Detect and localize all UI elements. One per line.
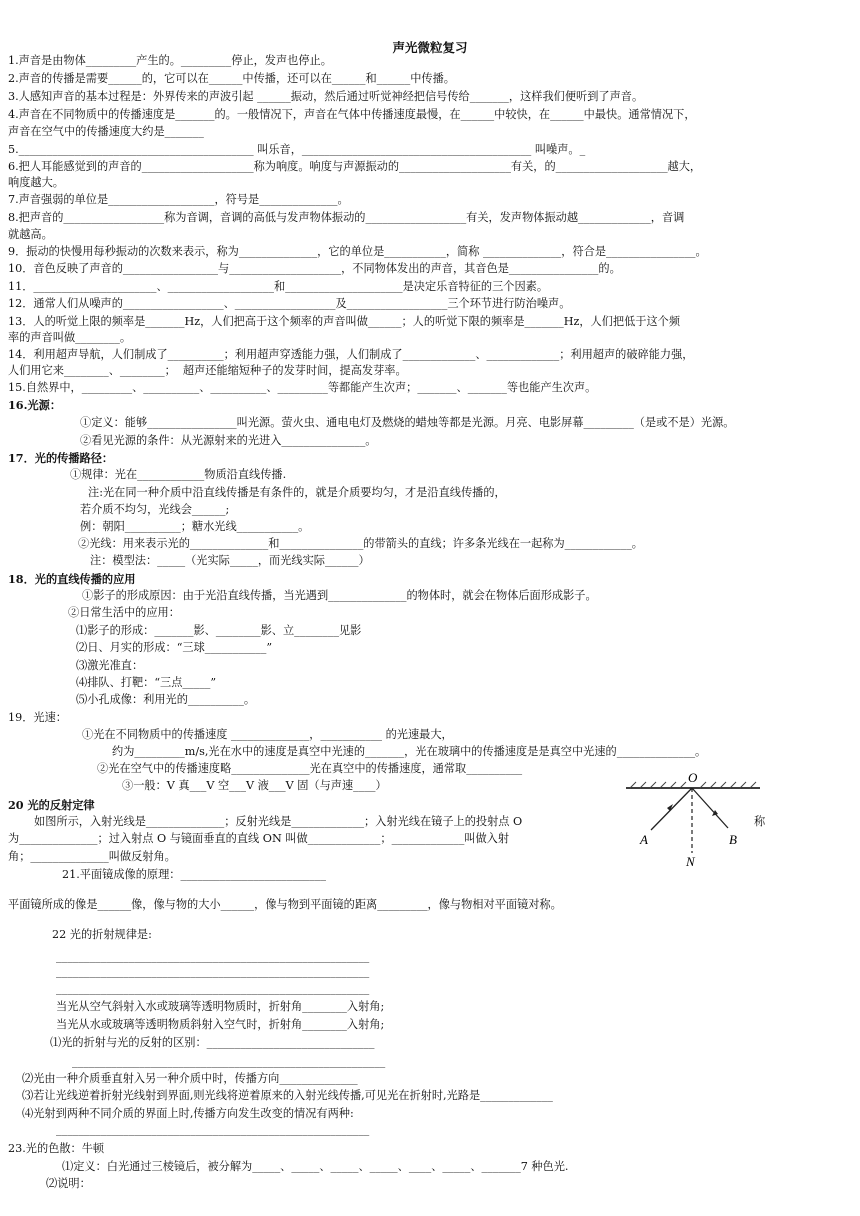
text-line-17: 率的声音叫做________。 <box>8 331 132 344</box>
text-line-22: ①定义：能够________________叫光源。萤火虫、通电电灯及燃烧的蜡烛等都是光源。月亮、电影屏幕_________（是或不是）光源。 <box>80 416 735 429</box>
text-line-51: 22 光的折射规律是: <box>52 928 152 941</box>
text-line-49: 21.平面镜成像的原理：__________________________ <box>62 868 326 881</box>
text-line-59: ⑵光由一种介质垂直射入另一种介质中时，传播方向______________ <box>22 1072 358 1085</box>
text-line-15: 12．通常人们从噪声的__________________、__________________及__________________三个环节进行防治噪声。 <box>8 297 571 310</box>
text-line-42: ②光在空气中的传播速度略______________光在真空中的传播速度，通常取__________ <box>97 762 523 775</box>
text-line-1: 1.声音是由物体_________产生的。_________停止，发声也停止。 <box>8 54 332 67</box>
label-b: B <box>729 832 737 847</box>
text-line-12: 9．振动的快慢用每秒振动的次数来表示，称为______________，它的单位是___________，简称 ______________，符合是________________。 <box>8 245 707 258</box>
text-line-28: 例：朝阳__________；糖水光线___________。 <box>80 520 310 533</box>
text-line-11: 就越高。 <box>8 228 53 241</box>
text-line-31: 18．光的直线传播的应用 <box>8 572 136 586</box>
label-a: A <box>640 832 648 847</box>
text-line-20: 15.自然界中，_________、__________、__________、_________等都能产生次声；_______、_______等也能产生次声。 <box>8 381 597 394</box>
text-line-61: ⑷光射到两种不同介质的界面上时,传播方向发生改变的情况有两种: <box>22 1107 354 1120</box>
text-line-16: 13．人的听觉上限的频率是_______Hz，人们把高于这个频率的声音叫做______；人的听觉下限的频率是_______Hz，人们把低于这个频 <box>8 315 681 328</box>
text-line-55: 当光从空气斜射入水或玻璃等透明物质时，折射角________入射角; <box>56 1000 385 1013</box>
text-line-27: 若介质不均匀，光线会______; <box>80 503 230 516</box>
text-line-52: ________________________________________________________ <box>56 950 370 963</box>
text-line-34: ⑴影子的形成：_______影、________影、立________见影 <box>76 624 362 637</box>
text-line-13: 10．音色反映了声音的_________________与____________________，不同物体发出的声音，其音色是________________的。 <box>8 262 621 275</box>
text-line-47: 为______________；过入射点 O 与镜面垂直的直线 ON 叫做_____________；_____________叫做入射 <box>8 832 510 845</box>
text-line-19: 人们用它来________、________； 超声还能缩短种子的发芽时间，提高发芽率。 <box>8 364 407 377</box>
text-line-9: 7.声音强弱的单位是___________________，符号是______________。 <box>8 193 349 206</box>
text-line-40: ①光在不同物质中的传播速度 ______________，___________ 的光速最大， <box>82 728 453 741</box>
text-line-33: ②日常生活中的应用： <box>68 606 180 619</box>
text-line-10: 8.把声音的__________________称为音调，音调的高低与发声物体振动的__________________有关，发声物体振动越_____________，音调 <box>8 211 685 224</box>
text-line-37: ⑷排队、打靶：“三点_____” <box>76 676 217 689</box>
text-line-56: 当光从水或玻璃等透明物质斜射入空气时，折射角________入射角; <box>56 1018 385 1031</box>
reflected-ray <box>692 788 728 828</box>
text-line-25: ①规律：光在____________物质沿直线传播. <box>70 468 287 481</box>
text-line-21: 16.光源： <box>8 398 62 412</box>
text-line-24: 17．光的传播路径： <box>8 451 114 465</box>
text-line-45: 如图所示，入射光线是______________；反射光线是_____________；入射光线在镜子上的投射点 O <box>34 815 523 828</box>
text-line-32: ①影子的形成原因：由于光沿直线传播，当光遇到______________的物体时，就会在物体后面形成影子。 <box>82 589 597 602</box>
text-line-4: 4.声音在不同物质中的传播速度是_______的。一般情况下，声音在气体中传播速度最慢，在______中较快，在______中最快。通常情况下， <box>8 108 696 121</box>
text-line-57: ⑴光的折射与光的反射的区别：______________________________ <box>50 1036 375 1049</box>
text-line-53: ________________________________________________________ <box>56 965 370 978</box>
text-line-54: ________________________________________________________ <box>56 982 370 995</box>
text-line-29: ②光线：用来表示光的______________和_______________的带箭头的直线；许多条光线在一起称为____________。 <box>78 537 643 550</box>
text-line-2: 2.声音的传播是需要______的，它可以在______中传播，还可以在______和______中传播。 <box>8 72 455 85</box>
text-line-43: ③一般：V 真___V 空___V 液___V 固（与声速____） <box>122 779 387 792</box>
text-line-26: 注:光在同一种介质中沿直线传播是有条件的，就是介质要均匀，才是沿直线传播的， <box>88 486 506 499</box>
text-line-30: 注：模型法：_____（光实际_____，而光线实际______） <box>90 554 370 567</box>
text-line-63: 23.光的色散：牛顿 <box>8 1142 105 1155</box>
label-o: O <box>688 773 698 785</box>
text-line-65: ⑵说明： <box>46 1177 91 1190</box>
text-line-6: 5.__________________________________________ 叫乐音，_________________________________________ 叫噪声。_ <box>8 143 586 156</box>
text-line-46: 称 <box>754 815 766 828</box>
text-line-48: 角；______________叫做反射角。 <box>8 850 176 863</box>
text-line-62: ________________________________________________________ <box>56 1123 370 1136</box>
text-line-7: 6.把人耳能感觉到的声音的____________________称为响度。响度与声源振动的____________________有关，的____________________越大， <box>8 160 702 173</box>
reflection-diagram <box>618 773 768 868</box>
text-line-39: 19．光速： <box>8 711 67 724</box>
text-line-50: 平面镜所成的像是______像，像与物的大小______，像与物到平面镜的距离_________，像与物相对平面镜对称。 <box>8 898 562 911</box>
incident-ray <box>651 788 692 830</box>
text-line-44: 20 光的反射定律 <box>8 798 95 812</box>
text-line-23: ②看见光源的条件：从光源射来的光进入_______________。 <box>80 434 377 447</box>
text-line-14: 11．______________________、___________________和_____________________是决定乐音特征的三个因素。 <box>8 280 549 293</box>
text-line-8: 响度越大。 <box>8 176 64 189</box>
text-line-38: ⑸小孔成像：利用光的__________。 <box>76 693 256 706</box>
text-line-64: ⑴定义：白光通过三棱镜后，被分解为_____、_____、_____、_____、____、_____、_______7 种色光. <box>62 1160 569 1173</box>
text-line-36: ⑶激光准直： <box>76 659 144 672</box>
text-line-60: ⑶若让光线逆着折射光线射到界面,则光线将逆着原来的入射光线传播,可见光在折射时,光路是_____________ <box>22 1089 553 1102</box>
text-line-3: 3.人感知声音的基本过程是：外界传来的声波引起 ______振动，然后通过听觉神经把信号传给_______，这样我们便听到了声音。 <box>8 90 644 103</box>
text-line-58: ________________________________________________________ <box>72 1055 386 1068</box>
text-line-5: 声音在空气中的传播速度大约是_______ <box>8 125 204 138</box>
text-line-18: 14．利用超声导航，人们制成了__________；利用超声穿透能力强，人们制成了_____________、_____________；利用超声的破碎能力强， <box>8 348 694 361</box>
text-line-41: 约为_________m/s,光在水中的速度是真空中光速的_______，光在玻璃中的传播速度是是真空中光速的______________。 <box>112 745 707 758</box>
label-n: N <box>686 854 695 868</box>
text-line-35: ⑵日、月实的形成：“三球___________” <box>76 641 273 654</box>
page-title: 声光微粒复习 <box>392 40 468 55</box>
